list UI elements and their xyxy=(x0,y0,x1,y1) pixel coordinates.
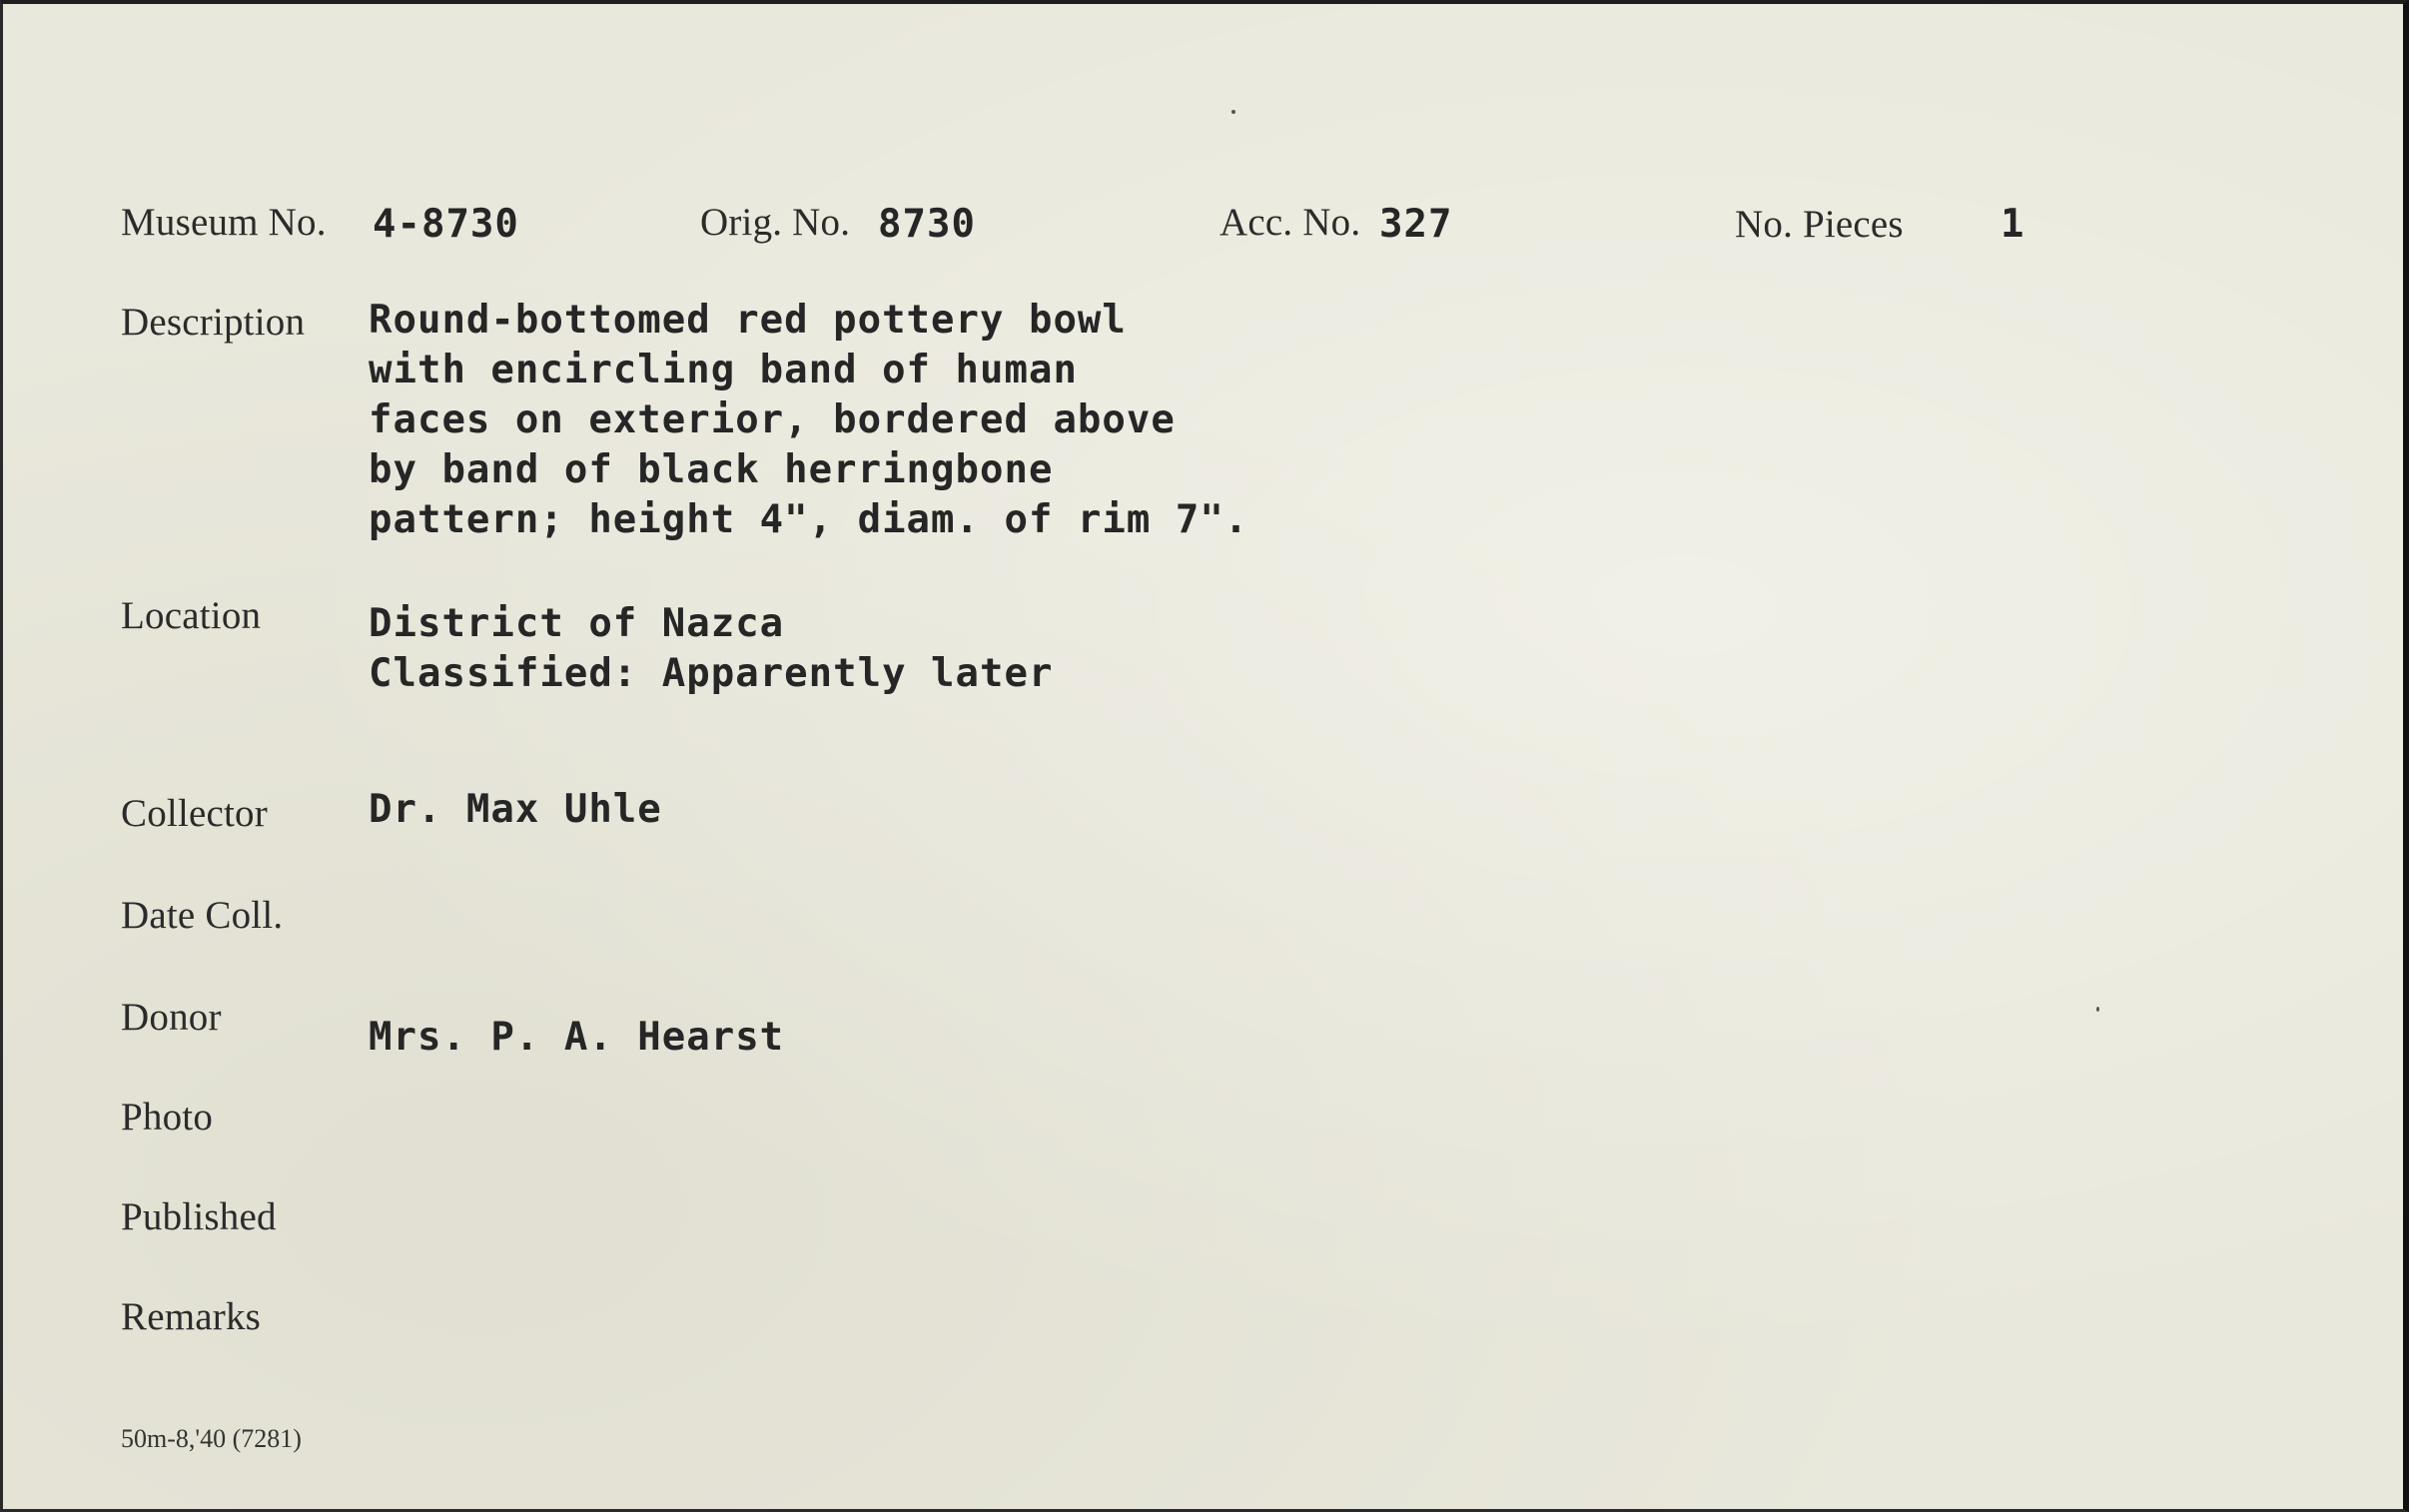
museum-no-label: Museum No. xyxy=(121,201,327,244)
collector-value: Dr. Max Uhle xyxy=(369,787,662,832)
location-line: District of Nazca xyxy=(369,601,785,646)
no-pieces-label: No. Pieces xyxy=(1735,203,1904,246)
date-coll-label: Date Coll. xyxy=(121,894,284,937)
orig-no-value: 8730 xyxy=(878,202,976,247)
photo-label: Photo xyxy=(121,1096,214,1138)
description-label: Description xyxy=(121,301,306,344)
description-line: Round-bottomed red pottery bowl xyxy=(369,298,1127,343)
description-line: by band of black herringbone xyxy=(369,447,1054,492)
donor-value: Mrs. P. A. Hearst xyxy=(369,1015,785,1060)
description-line: with encircling band of human xyxy=(369,348,1078,392)
location-text xyxy=(369,599,1053,699)
location-line: Classified: Apparently later xyxy=(369,651,1054,696)
orig-no-label: Orig. No. xyxy=(700,201,851,244)
museum-no-value: 4-8730 xyxy=(373,202,519,247)
acc-no-value: 327 xyxy=(1379,202,1453,247)
remarks-label: Remarks xyxy=(121,1295,262,1338)
acc-no-label: Acc. No. xyxy=(1219,201,1361,244)
footer-print-code: 50m-8,'40 (7281) xyxy=(121,1424,302,1453)
dust-speck xyxy=(1231,110,1235,114)
no-pieces-value: 1 xyxy=(2001,202,2025,247)
published-label: Published xyxy=(121,1195,277,1238)
location-label: Location xyxy=(121,594,262,637)
description-line: faces on exterior, bordered above xyxy=(369,397,1176,442)
donor-label: Donor xyxy=(121,996,222,1039)
collector-label: Collector xyxy=(121,792,268,835)
description-line: pattern; height 4", diam. of rim 7". xyxy=(369,497,1249,542)
dust-speck xyxy=(2096,1007,2099,1012)
description-text xyxy=(369,296,1248,545)
